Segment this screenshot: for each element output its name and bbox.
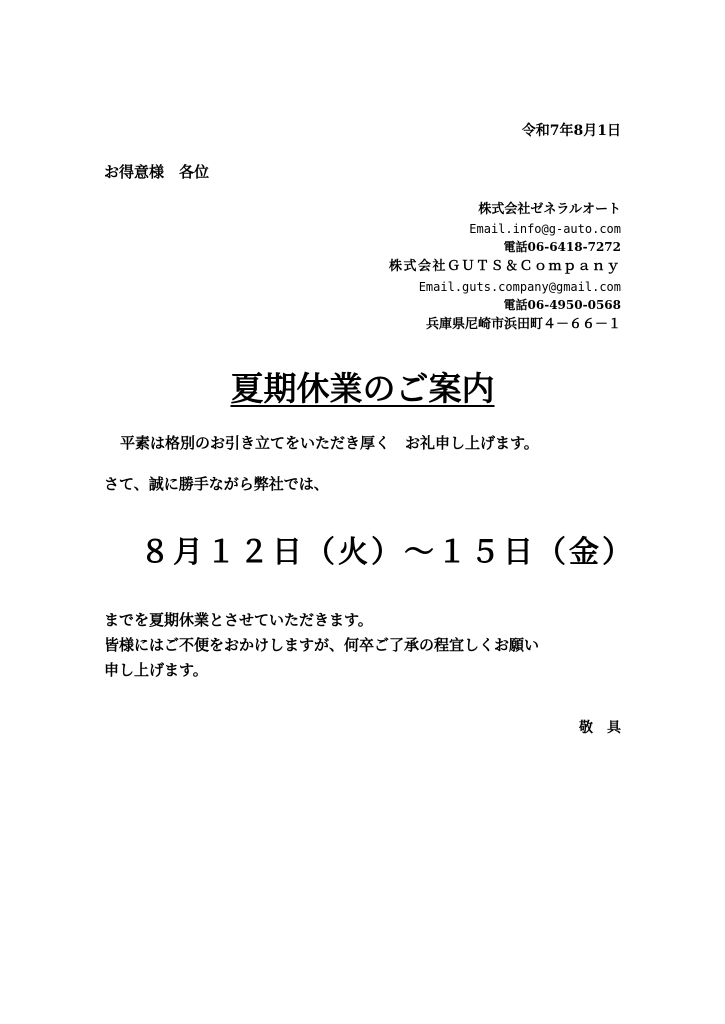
sender-tel-1: 電話06-6418-7272 [503, 240, 621, 254]
closing-remark: 敬 具 [579, 720, 621, 736]
sender-address: 兵庫県尼崎市浜田町４－６６－１ [425, 317, 621, 332]
sender-company-2: 株式会社ＧＵＴＳ＆Ｃｏｍｐａｎｙ [388, 259, 621, 274]
sender-company-1: 株式会社ゼネラルオート [478, 202, 621, 217]
recipient: お得意様 各位 [104, 163, 210, 181]
sender-email-1: Email.info@g-auto.com [469, 222, 621, 236]
greeting-line: 平素は格別のお引き立てをいただき厚く お礼申し上げます。 [120, 434, 539, 452]
intro-line: さて、誠に勝手ながら弊社では、 [104, 475, 329, 493]
body-line: までを夏期休業とさせていただきます。 [104, 611, 373, 629]
sender-tel-2: 電話06-4950-0568 [503, 298, 621, 312]
holiday-period: ８月１２日（火）～１５日（金） [140, 535, 635, 570]
issue-date: 令和7年8月1日 [521, 123, 621, 139]
document-title-text: 夏期休業のご案内 [230, 369, 495, 408]
sender-email-2: Email.guts.company@gmail.com [418, 280, 621, 294]
body-line: 皆様にはご不便をおかけしますが、何卒ご了承の程宜しくお願い [104, 636, 540, 654]
document-title [0, 369, 725, 408]
body-line: 申し上げます。 [104, 661, 208, 679]
